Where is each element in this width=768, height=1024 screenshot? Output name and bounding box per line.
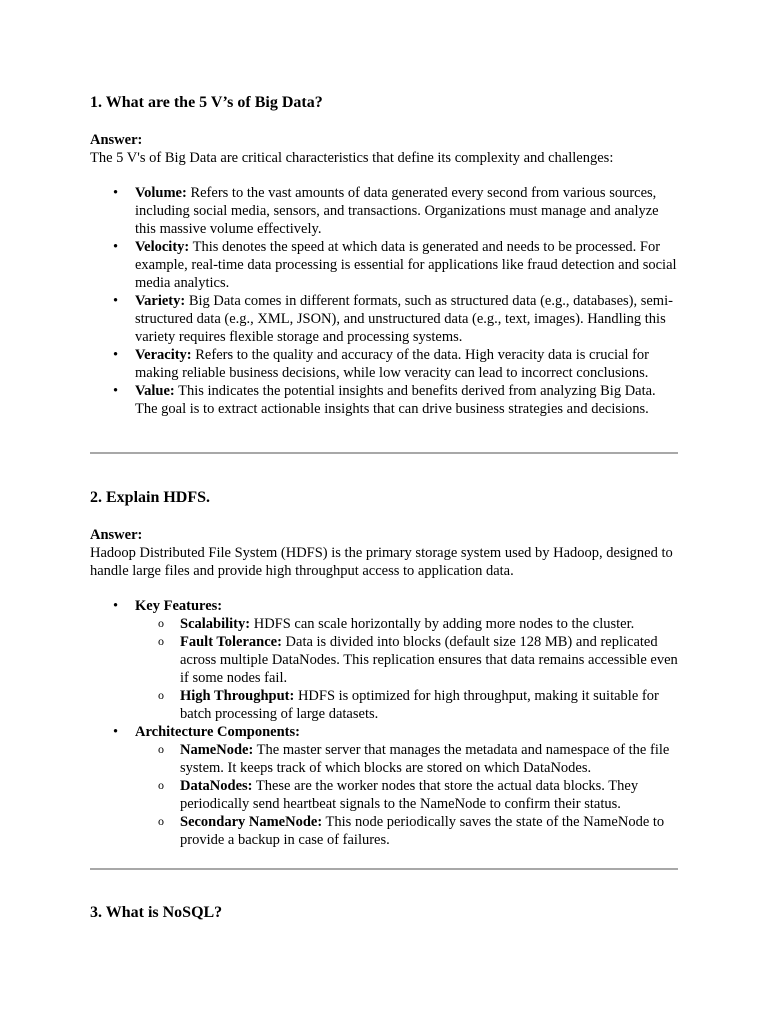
question-1-section	[90, 93, 680, 418]
bullet-icon: o	[158, 742, 164, 756]
bullet-icon: o	[158, 688, 164, 702]
section-divider	[90, 452, 678, 454]
bullet-icon: o	[158, 616, 164, 630]
sublist-item-high-throughput: o High Throughput: HDFS is optimized for high throughput, making it suitable for batch processing of large datasets.	[158, 688, 659, 722]
question-1-heading: 1. What are the 5 V’s of Big Data?	[90, 94, 323, 111]
sublist-item-namenode: o NameNode: The master server that manages the metadata and namespace of the file system. It keeps track of which blocks are stored on which DataNodes.	[158, 742, 670, 776]
five-vs-list	[90, 184, 680, 418]
bullet-icon: •	[113, 347, 119, 363]
section-divider	[90, 868, 678, 870]
architecture-sublist	[135, 741, 680, 849]
question-1-intro: The 5 V's of Big Data are critical characteristics that define its complexity and challenges:	[90, 150, 614, 166]
key-features-sublist	[135, 615, 680, 723]
bullet-icon: •	[113, 185, 119, 201]
question-2-answer-label: Answer:	[90, 527, 143, 543]
question-2-intro: Hadoop Distributed File System (HDFS) is the primary storage system used by Hadoop, designed to handle large files and provide high throughput access to application data.	[90, 545, 673, 579]
list-item-velocity: • Velocity: This denotes the speed at which data is generated and needs to be processed. For example, real-time data processing is essential for applications like fraud detection and social media analytics.	[113, 239, 677, 291]
list-item-veracity: • Veracity: Refers to the quality and accuracy of the data. High veracity data is crucial for making reliable business decisions, while low veracity can lead to incorrect conclusions.	[113, 347, 649, 381]
sublist-item-datanodes: o DataNodes: These are the worker nodes that store the actual data blocks. They periodically send heartbeat signals to the NameNode to confirm their status.	[158, 778, 639, 812]
sublist-item-scalability: o Scalability: HDFS can scale horizontally by adding more nodes to the cluster.	[158, 616, 635, 632]
question-3-section	[90, 903, 680, 923]
question-3-heading: 3. What is NoSQL?	[90, 904, 223, 921]
sublist-item-fault-tolerance: o Fault Tolerance: Data is divided into blocks (default size 128 MB) and replicated across multiple DataNodes. This replication ensures that data remains accessible even if some nodes fail.	[158, 634, 678, 686]
bullet-icon: •	[113, 293, 119, 309]
bullet-icon: •	[113, 383, 119, 399]
list-item-key-features: • Key Features: o Scalability: HDFS can scale horizontally by adding more nodes to the cluster. o Fault Tolerance: Data is divided into blocks (default size 128 MB) and replicated across multiple DataNodes. This replication ensures that data remains accessible even if some nodes fail. o High Throughput: HDFS is optimized for high throughput, making it suitable for batch processing of large datasets.	[90, 597, 680, 723]
question-2-section	[90, 488, 680, 849]
bullet-icon: •	[113, 239, 119, 255]
list-item-architecture-components: • Architecture Components: o NameNode: The master server that manages the metadata and namespace of the file system. It keeps track of which blocks are stored on which DataNodes. o DataNodes: These are the worker nodes that store the actual data blocks. They periodically send heartbeat signals to the NameNode to confirm their status. o Secondary NameNode: This node periodically saves the state of the NameNode to provide a backup in case of failures.	[90, 723, 680, 849]
bullet-icon: o	[158, 634, 164, 648]
question-2-heading: 2. Explain HDFS.	[90, 489, 211, 506]
bullet-icon: o	[158, 814, 164, 828]
hdfs-list	[90, 597, 680, 849]
list-item-volume: • Volume: Refers to the vast amounts of data generated every second from various sources, including social media, sensors, and transactions. Organizations must manage and analyze this massive volume effectively.	[113, 185, 659, 237]
bullet-icon: •	[113, 598, 119, 614]
list-item-variety: • Variety: Big Data comes in different formats, such as structured data (e.g., databases), semi-structured data (e.g., XML, JSON), and unstructured data (e.g., text, images). Handling this variety requires flexible storage and processing systems.	[113, 293, 673, 345]
bullet-icon: •	[113, 724, 119, 740]
bullet-icon: o	[158, 778, 164, 792]
list-item-value: • Value: This indicates the potential insights and benefits derived from analyzing Big Data. The goal is to extract actionable insights that can drive business strategies and decisions.	[113, 383, 656, 417]
sublist-item-secondary-namenode: o Secondary NameNode: This node periodically saves the state of the NameNode to provide a backup in case of failures.	[158, 814, 665, 848]
question-1-answer-label: Answer:	[90, 132, 143, 148]
